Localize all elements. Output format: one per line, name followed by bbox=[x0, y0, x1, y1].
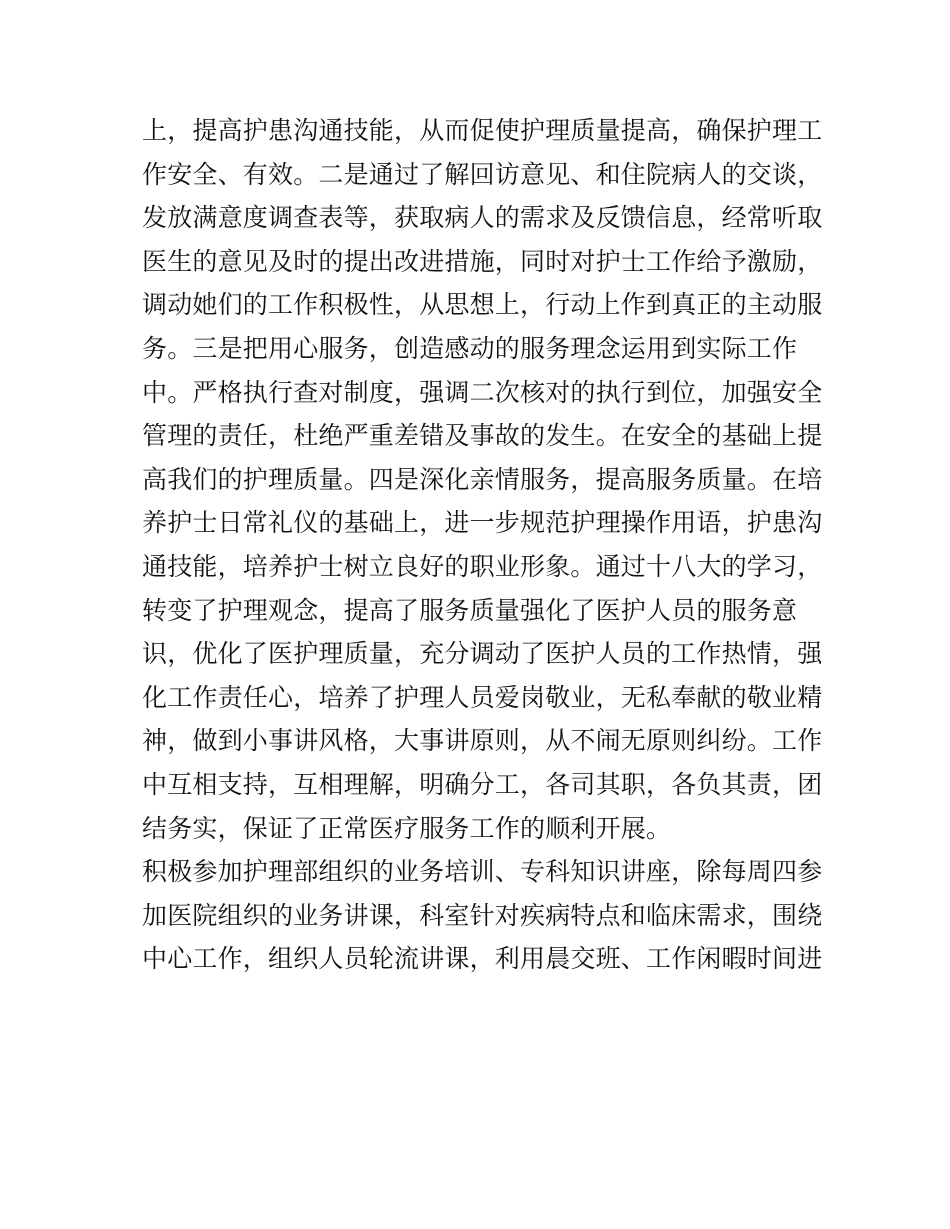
text-line: 调动她们的工作积极性，从思想上，行动上作到真正的主动服 bbox=[142, 290, 823, 320]
text-line: 作安全、有效。二是通过了解回访意见、和住院病人的交谈， bbox=[142, 159, 823, 189]
text-line: 中互相支持，互相理解，明确分工，各司其职，各负其责，团 bbox=[142, 769, 823, 799]
text-line: 加医院组织的业务讲课，科室针对疾病特点和临床需求，围绕 bbox=[142, 900, 823, 930]
text-line: 结务实，保证了正常医疗服务工作的顺利开展。 bbox=[142, 813, 672, 843]
text-line: 神，做到小事讲风格，大事讲原则，从不闹无原则纠纷。工作 bbox=[142, 726, 823, 756]
text-line: 发放满意度调查表等，获取病人的需求及反馈信息，经常听取 bbox=[142, 203, 823, 233]
text-line: 积极参加护理部组织的业务培训、专科知识讲座，除每周四参 bbox=[142, 857, 823, 887]
text-line: 管理的责任，杜绝严重差错及事故的发生。在安全的基础上提 bbox=[142, 421, 823, 451]
body-text bbox=[142, 109, 822, 981]
text-line: 转变了护理观念，提高了服务质量强化了医护人员的服务意 bbox=[142, 595, 798, 625]
text-line: 中心工作，组织人员轮流讲课，利用晨交班、工作闲暇时间进 bbox=[142, 944, 823, 974]
text-line: 中。严格执行查对制度，强调二次核对的执行到位，加强安全 bbox=[142, 377, 823, 407]
text-line: 养护士日常礼仪的基础上，进一步规范护理操作用语，护患沟 bbox=[142, 508, 823, 538]
text-line: 务。三是把用心服务，创造感动的服务理念运用到实际工作 bbox=[142, 333, 798, 363]
text-line: 高我们的护理质量。四是深化亲情服务，提高服务质量。在培 bbox=[142, 464, 823, 494]
text-line: 化工作责任心，培养了护理人员爱岗敬业，无私奉献的敬业精 bbox=[142, 682, 823, 712]
text-line: 识，优化了医护理质量，充分调动了医护人员的工作热情，强 bbox=[142, 639, 823, 669]
text-line: 通技能，培养护士树立良好的职业形象。通过十八大的学习， bbox=[142, 551, 823, 581]
text-line: 医生的意见及时的提出改进措施，同时对护士工作给予激励， bbox=[142, 246, 823, 276]
text-line: 上，提高护患沟通技能，从而促使护理质量提高，确保护理工 bbox=[142, 116, 823, 145]
